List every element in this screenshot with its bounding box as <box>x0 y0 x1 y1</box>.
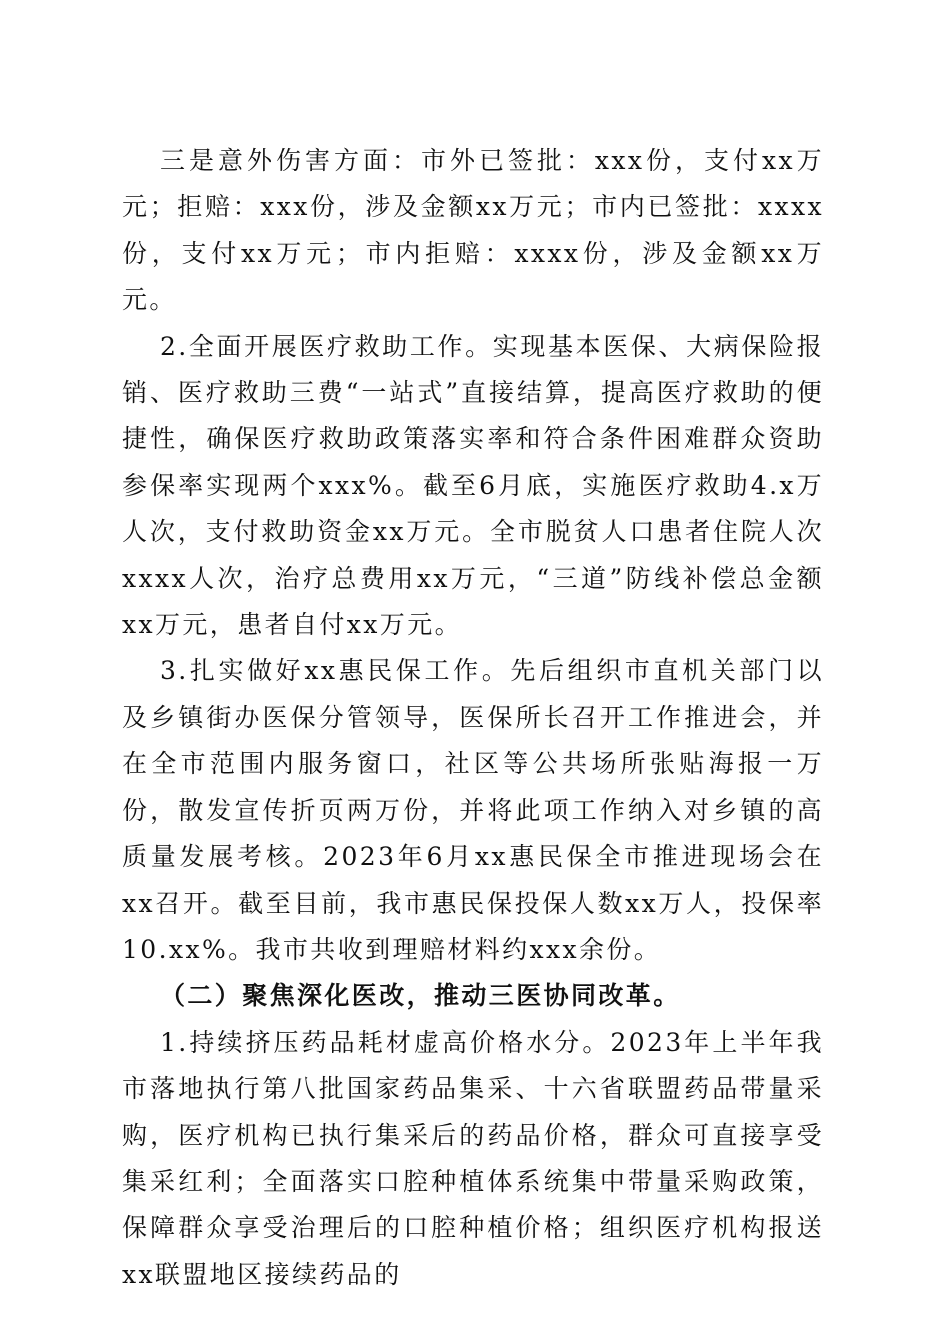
section-heading: （二）聚焦深化医改，推动三医协同改革。 <box>160 981 681 1011</box>
paragraph-drug-pricing: 1.持续挤压药品耗材虚高价格水分。2023年上半年我市落地执行第八批国家药品集采、十六省联盟药品带量采购，医疗机构已执行集采后的药品价格，群众可直接享受集采红利；全面落实口腔种植体系统集中带量采购政策，保障群众享受治理后的口腔种植价格；组织医疗机构报送xx联盟地区接续药品的 <box>122 1027 824 1289</box>
paragraph-huiminbao: 3.扎实做好xx惠民保工作。先后组织市直机关部门以及乡镇街办医保分管领导，医保所长召开工作推进会，并在全市范围内服务窗口，社区等公共场所张贴海报一万份，散发宣传折页两万份，并将此项工作纳入对乡镇的高质量发展考核。2023年6月xx惠民保全市推进现场会在xx召开。截至目前，我市惠民保投保人数xx万人，投保率10.xx%。我市共收到理赔材料约xxx余份。 <box>122 656 824 964</box>
document-body <box>122 138 824 1298</box>
paragraph-medical-assistance: 2.全面开展医疗救助工作。实现基本医保、大病保险报销、医疗救助三费“一站式”直接结算，提高医疗救助的便捷性，确保医疗救助政策落实率和符合条件困难群众资助参保率实现两个xxx%。截至6月底，实施医疗救助4.x万人次，支付救助资金xx万元。全市脱贫人口患者住院人次xxxx人次，治疗总费用xx万元，“三道”防线补偿总金额xx万元，患者自付xx万元。 <box>122 331 824 640</box>
paragraph-accident-injury: 三是意外伤害方面：市外已签批：xxx份，支付xx万元；拒赔：xxx份，涉及金额xx万元；市内已签批：xxxx份，支付xx万元；市内拒赔：xxxx份，涉及金额xx万元。 <box>122 146 824 315</box>
